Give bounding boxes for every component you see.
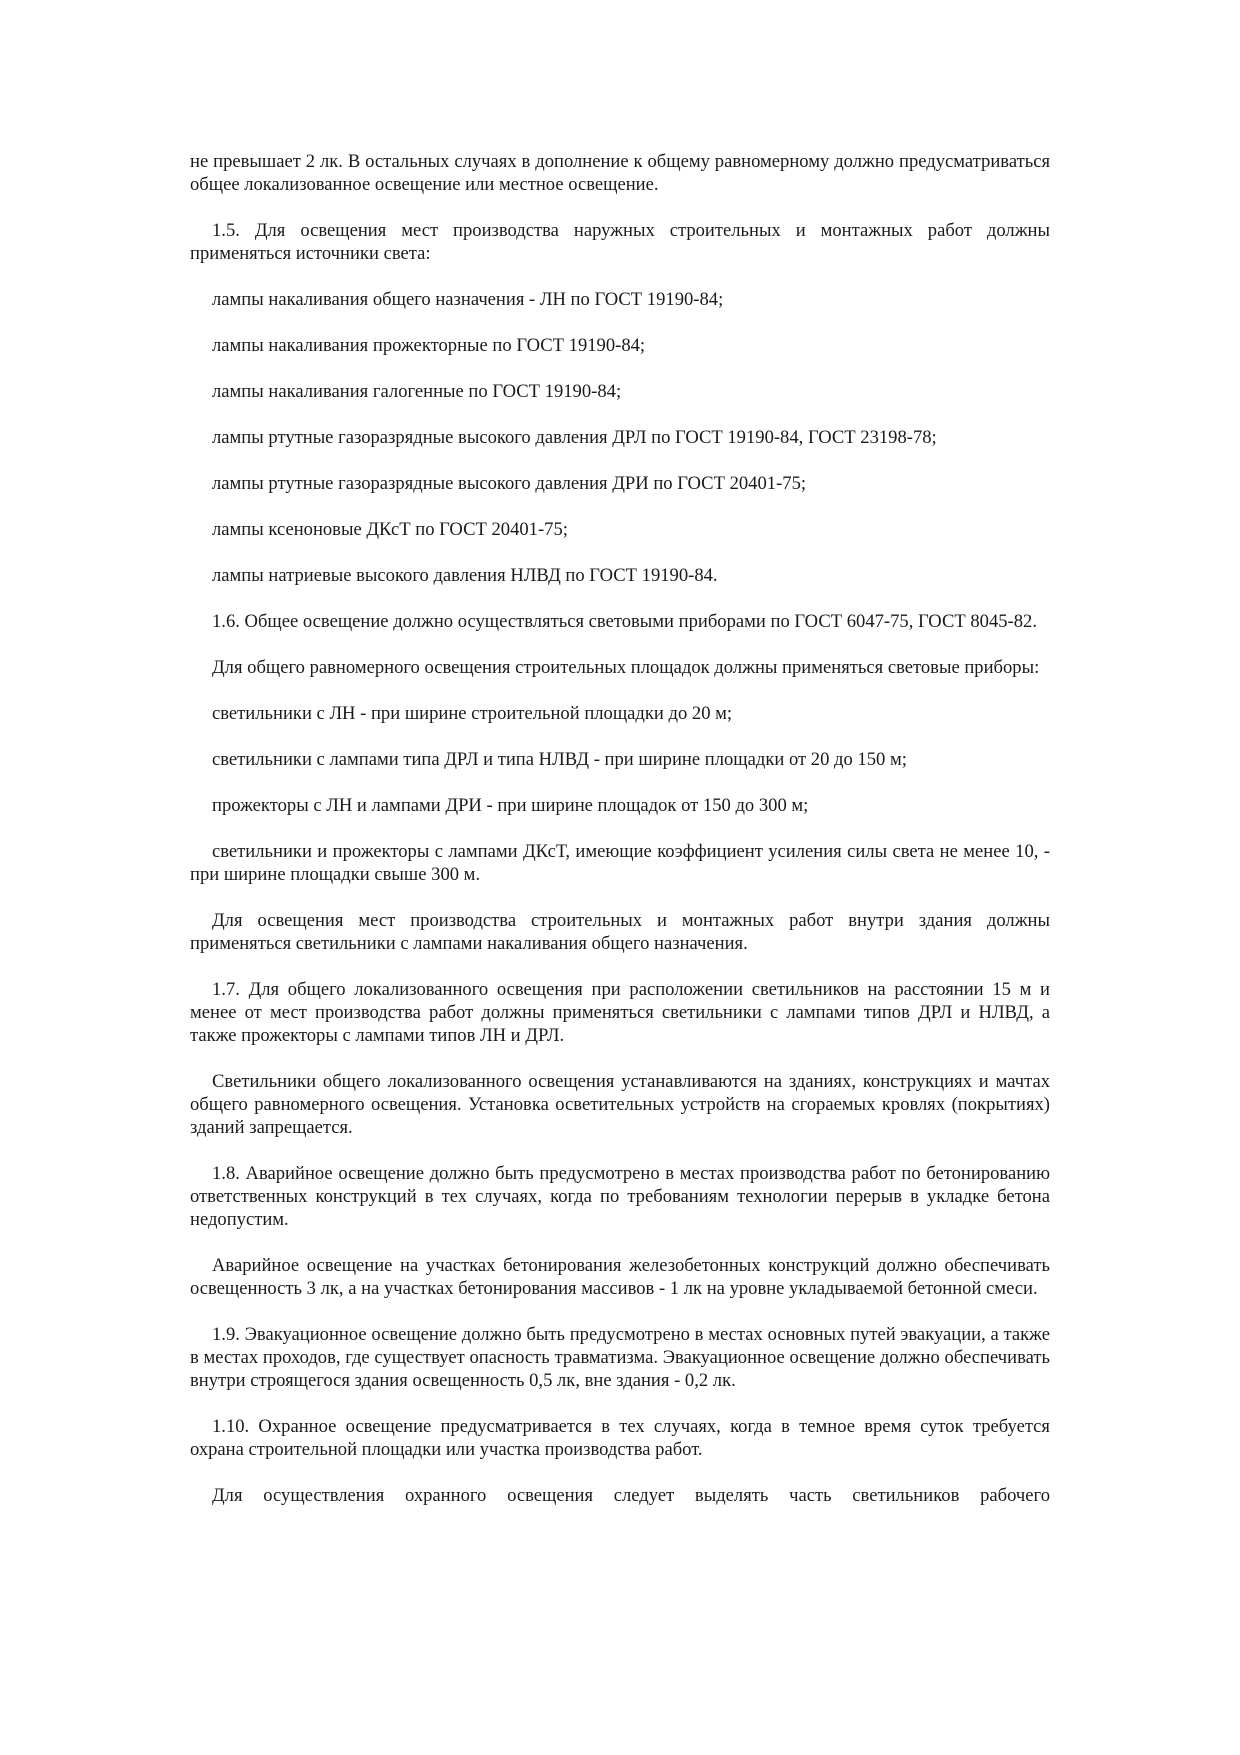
paragraph-1-5: 1.5. Для освещения мест производства наружных строительных и монтажных работ должны применяться источники света:	[190, 220, 1050, 264]
paragraph-1-10: 1.10. Охранное освещение предусматривается в тех случаях, когда в темное время суток требуется охрана строительной площадки или участка производства работ.	[190, 1416, 1050, 1460]
list-item-lamp-halogen: лампы накаливания галогенные по ГОСТ 19190-84;	[212, 381, 622, 402]
paragraph-continuation: не превышает 2 лк. В остальных случаях в дополнение к общему равномерному должно предусматриваться общее локализованное освещение или местное освещение.	[190, 151, 1050, 195]
paragraph-localized-fixtures: Светильники общего локализованного освещения устанавливаются на зданиях, конструкциях и мачтах общего равномерного освещения. Установка осветительных устройств на сгораемых кровлях (покрытиях) зданий запрещается.	[190, 1071, 1050, 1138]
paragraph-1-8: 1.8. Аварийное освещение должно быть предусмотрено в местах производства работ по бетонированию ответственных конструкций в тех случаях, когда по требованиям технологии перерыв в укладке бетона недопустим.	[190, 1163, 1050, 1230]
paragraph-emergency-concrete: Аварийное освещение на участках бетонирования железобетонных конструкций должно обеспечивать освещенность 3 лк, а на участках бетонирования массивов - 1 лк на уровне укладываемой бетонной смеси.	[190, 1255, 1050, 1299]
list-item-lamp-drl: лампы ртутные газоразрядные высокого давления ДРЛ по ГОСТ 19190-84, ГОСТ 23198-78;	[212, 427, 937, 448]
list-item-fixture-ln: светильники с ЛН - при ширине строительной площадки до 20 м;	[212, 703, 733, 724]
list-item-lamp-floodlight: лампы накаливания прожекторные по ГОСТ 19190-84;	[212, 335, 646, 356]
paragraph-indoor-lighting: Для освещения мест производства строительных и монтажных работ внутри здания должны применяться светильники с лампами накаливания общего назначения.	[190, 910, 1050, 954]
list-item-fixture-dkst: светильники и прожекторы с лампами ДКсТ, имеющие коэффициент усиления силы света не менее 10, - при ширине площадки свыше 300 м.	[190, 841, 1050, 885]
list-item-lamp-ln: лампы накаливания общего назначения - ЛН по ГОСТ 19190-84;	[212, 289, 724, 310]
paragraph-security-lighting: Для осуществления охранного освещения следует выделять часть светильников рабочего	[212, 1485, 1050, 1506]
paragraph-1-7: 1.7. Для общего локализованного освещения при расположении светильников на расстоянии 15 м и менее от мест производства работ должны применяться светильники с лампами типов ДРЛ и НЛВД, а также прожекторы с лампами типов ЛН и ДРЛ.	[190, 979, 1050, 1046]
paragraph-1-6: 1.6. Общее освещение должно осуществляться световыми приборами по ГОСТ 6047-75, ГОСТ 8045-82.	[212, 611, 1037, 632]
list-item-lamp-dri: лампы ртутные газоразрядные высокого давления ДРИ по ГОСТ 20401-75;	[212, 473, 807, 494]
document-page	[190, 150, 1050, 1507]
list-item-lamp-sodium: лампы натриевые высокого давления НЛВД по ГОСТ 19190-84.	[212, 565, 718, 586]
list-item-fixture-drl-nlvd: светильники с лампами типа ДРЛ и типа НЛВД - при ширине площадки от 20 до 150 м;	[212, 749, 907, 770]
paragraph-uniform-lighting: Для общего равномерного освещения строительных площадок должны применяться световые приборы:	[212, 657, 1040, 678]
list-item-floodlight-dri: прожекторы с ЛН и лампами ДРИ - при ширине площадок от 150 до 300 м;	[212, 795, 809, 816]
paragraph-1-9: 1.9. Эвакуационное освещение должно быть предусмотрено в местах основных путей эвакуации, а также в местах проходов, где существует опасность травматизма. Эвакуационное освещение должно обеспечивать внутри строящегося здания освещенность 0,5 лк, вне здания - 0,2 лк.	[190, 1324, 1050, 1391]
list-item-lamp-xenon: лампы ксеноновые ДКсТ по ГОСТ 20401-75;	[212, 519, 568, 540]
